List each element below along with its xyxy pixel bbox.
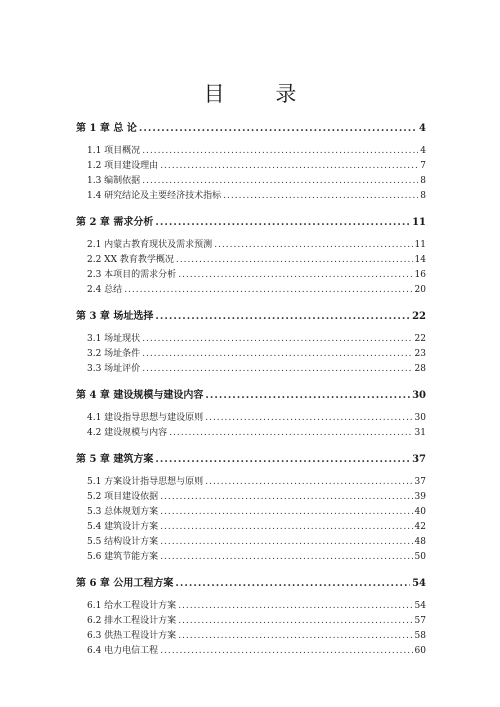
section-title: 2.2 XX 教育教学概况 xyxy=(87,255,174,265)
section-page-number: 28 xyxy=(414,364,426,374)
leader-dots xyxy=(142,174,418,189)
table-of-contents xyxy=(76,121,426,670)
section-page-number: 57 xyxy=(414,616,426,626)
leader-dots xyxy=(160,644,412,659)
section-title: 3.2 场址条件 xyxy=(87,349,141,359)
toc-chapter-entry[interactable] xyxy=(76,452,426,467)
chapter-page-number: 30 xyxy=(412,390,426,401)
toc-chapter-entry[interactable] xyxy=(76,215,426,230)
section-page-number: 40 xyxy=(414,507,426,517)
section-title: 3.1 场址现状 xyxy=(87,334,141,344)
section-title: 6.3 供热工程设计方案 xyxy=(87,631,177,641)
toc-chapter-entry[interactable] xyxy=(76,576,426,591)
section-title: 6.4 电力电信工程 xyxy=(87,646,159,656)
chapter-title: 第 1 章 总 论 xyxy=(76,123,137,134)
toc-section-entry[interactable] xyxy=(76,490,426,505)
toc-section-entry[interactable] xyxy=(76,614,426,629)
leader-dots xyxy=(175,576,410,591)
toc-section-entry[interactable] xyxy=(76,362,426,377)
section-page-number: 50 xyxy=(414,552,426,562)
section-title: 5.5 结构设计方案 xyxy=(87,537,159,547)
toc-section-entry[interactable] xyxy=(76,535,426,550)
section-page-number: 11 xyxy=(414,240,426,250)
toc-section-entry[interactable] xyxy=(76,629,426,644)
section-page-number: 58 xyxy=(414,631,426,641)
toc-chapter-entry[interactable] xyxy=(76,388,426,403)
section-title: 2.4 总结 xyxy=(87,285,123,295)
chapter-page-number: 54 xyxy=(412,578,426,589)
leader-dots xyxy=(205,411,412,426)
leader-dots xyxy=(142,144,418,159)
section-page-number: 48 xyxy=(414,537,426,547)
section-title: 2.3 本项目的需求分析 xyxy=(87,270,177,280)
section-list xyxy=(76,332,426,377)
leader-dots xyxy=(178,614,412,629)
section-page-number: 4 xyxy=(420,146,426,156)
section-list xyxy=(76,238,426,298)
section-title: 6.1 给水工程设计方案 xyxy=(87,601,177,611)
toc-section-entry[interactable] xyxy=(76,505,426,520)
leader-dots xyxy=(223,189,418,204)
chapter-page-number: 11 xyxy=(412,217,426,228)
section-page-number: 30 xyxy=(414,413,426,423)
leader-dots xyxy=(160,535,412,550)
toc-chapter-entry[interactable] xyxy=(76,121,426,136)
section-page-number: 23 xyxy=(414,349,426,359)
leader-dots xyxy=(160,505,412,520)
leader-dots xyxy=(176,253,413,268)
toc-section-entry[interactable] xyxy=(76,253,426,268)
section-title: 3.3 场址评价 xyxy=(87,364,141,374)
section-page-number: 42 xyxy=(414,522,426,532)
leader-dots xyxy=(169,426,412,441)
section-page-number: 60 xyxy=(414,646,426,656)
section-list xyxy=(76,475,426,565)
toc-section-entry[interactable] xyxy=(76,332,426,347)
chapter-title: 第 5 章 建筑方案 xyxy=(76,454,154,465)
section-title: 1.4 研究结论及主要经济技术指标 xyxy=(87,191,222,201)
section-title: 5.4 建筑设计方案 xyxy=(87,522,159,532)
section-page-number: 14 xyxy=(414,255,426,265)
section-title: 4.2 建设规模与内容 xyxy=(87,428,168,438)
section-page-number: 8 xyxy=(420,176,426,186)
chapter-page-number: 37 xyxy=(412,454,426,465)
chapter-page-number: 4 xyxy=(419,123,426,134)
leader-dots xyxy=(178,268,412,283)
toc-chapter-entry[interactable] xyxy=(76,309,426,324)
section-title: 5.2 项目建设依据 xyxy=(87,492,159,502)
section-title: 6.2 排水工程设计方案 xyxy=(87,616,177,626)
toc-section-entry[interactable] xyxy=(76,189,426,204)
section-page-number: 22 xyxy=(414,334,426,344)
toc-section-entry[interactable] xyxy=(76,475,426,490)
section-title: 1.3 编制依据 xyxy=(87,176,141,186)
leader-dots xyxy=(160,520,412,535)
leader-dots xyxy=(205,475,412,490)
section-page-number: 7 xyxy=(420,161,426,171)
toc-section-entry[interactable] xyxy=(76,144,426,159)
chapter-page-number: 22 xyxy=(412,311,426,322)
toc-section-entry[interactable] xyxy=(76,426,426,441)
toc-section-entry[interactable] xyxy=(76,411,426,426)
leader-dots xyxy=(178,599,412,614)
leader-dots xyxy=(205,388,410,403)
toc-section-entry[interactable] xyxy=(76,599,426,614)
section-title: 4.1 建设指导思想与建设原则 xyxy=(87,413,204,423)
section-title: 1.2 项目建设理由 xyxy=(87,161,159,171)
page-title: 目 录 xyxy=(203,82,319,106)
section-page-number: 16 xyxy=(414,270,426,280)
chapter-title: 第 2 章 需求分析 xyxy=(76,217,154,228)
toc-section-entry[interactable] xyxy=(76,347,426,362)
toc-section-entry[interactable] xyxy=(76,268,426,283)
section-list xyxy=(76,599,426,659)
section-list xyxy=(76,411,426,441)
section-page-number: 54 xyxy=(414,601,426,611)
leader-dots xyxy=(142,362,412,377)
toc-section-entry[interactable] xyxy=(76,550,426,565)
leader-dots xyxy=(142,332,412,347)
leader-dots xyxy=(178,629,412,644)
toc-section-entry[interactable] xyxy=(76,238,426,253)
leader-dots xyxy=(155,309,410,324)
toc-section-entry[interactable] xyxy=(76,520,426,535)
leader-dots xyxy=(155,452,410,467)
section-page-number: 8 xyxy=(420,191,426,201)
leader-dots xyxy=(139,121,417,136)
leader-dots xyxy=(214,238,412,253)
leader-dots xyxy=(124,283,412,298)
section-title: 1.1 项目概况 xyxy=(87,146,141,156)
section-title: 2.1 内蒙古教育现状及需求预测 xyxy=(87,240,213,250)
leader-dots xyxy=(160,159,418,174)
chapter-title: 第 3 章 场址选择 xyxy=(76,311,154,322)
section-title: 5.3 总体规划方案 xyxy=(87,507,159,517)
toc-section-entry[interactable] xyxy=(76,644,426,659)
toc-section-entry[interactable] xyxy=(76,174,426,189)
toc-section-entry[interactable] xyxy=(76,283,426,298)
section-page-number: 20 xyxy=(414,285,426,295)
leader-dots xyxy=(142,347,412,362)
section-page-number: 31 xyxy=(414,428,426,438)
leader-dots xyxy=(155,215,410,230)
section-title: 5.6 建筑节能方案 xyxy=(87,552,159,562)
leader-dots xyxy=(160,550,412,565)
chapter-title: 第 4 章 建设规模与建设内容 xyxy=(76,390,204,401)
section-page-number: 37 xyxy=(414,477,426,487)
section-title: 5.1 方案设计指导思想与原则 xyxy=(87,477,204,487)
leader-dots xyxy=(160,490,412,505)
section-list xyxy=(76,144,426,204)
chapter-title: 第 6 章 公用工程方案 xyxy=(76,578,174,589)
section-page-number: 39 xyxy=(414,492,426,502)
toc-section-entry[interactable] xyxy=(76,159,426,174)
